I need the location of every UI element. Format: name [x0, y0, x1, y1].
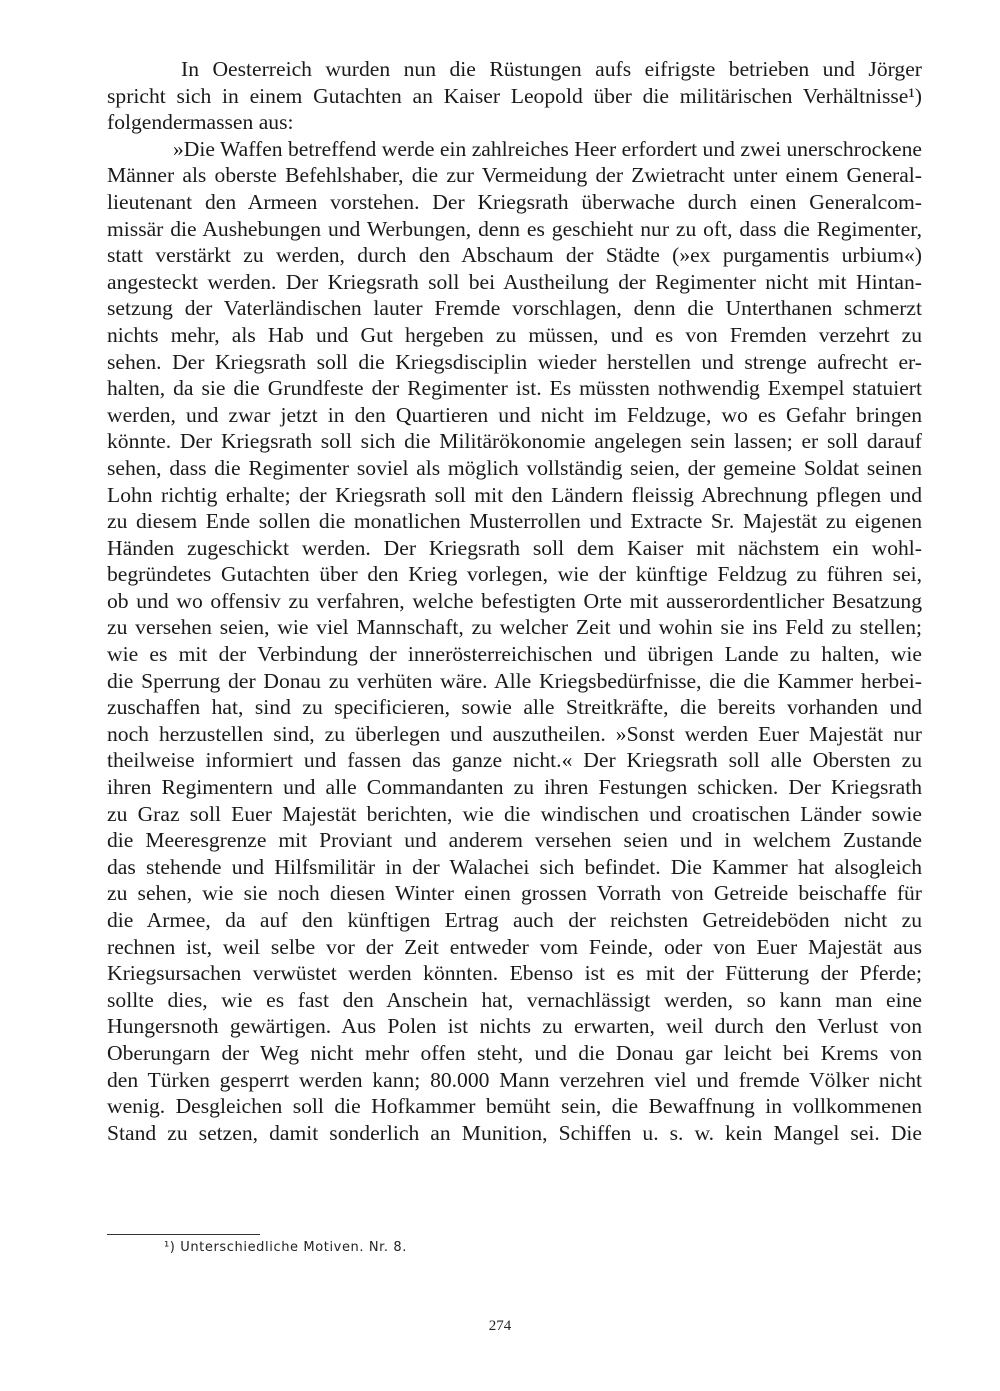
- text-line: zu sehen, wie sie noch diesen Winter einen grossen Vorrath von Getreide beischaffe für: [107, 881, 922, 906]
- text-line: wenig. Desgleichen soll die Hofkammer bemüht sein, die Bewaffnung in vollkommenen: [107, 1094, 922, 1119]
- text-line: Händen zugeschickt werden. Der Kriegsrath soll dem Kaiser mit nächstem ein wohl-: [107, 535, 922, 560]
- text-line: Hungersnoth gewärtigen. Aus Polen ist nichts zu erwarten, weil durch den Verlust von: [107, 1014, 922, 1039]
- text-line: In Oesterreich wurden nun die Rüstungen aufs eifrigste betrieben und Jörger: [181, 57, 922, 81]
- page-number: 274: [488, 1318, 512, 1334]
- text-line: Stand zu setzen, damit sonderlich an Munition, Schiffen u. s. w. kein Mangel sei. Die: [107, 1120, 922, 1145]
- text-line: Lohn richtig erhalte; der Kriegsrath soll mit den Ländern fleissig Abrechnung pflegen und: [107, 482, 922, 507]
- text-line: statt verstärkt zu werden, durch den Abschaum der Städte (»ex purgamentis urbium«): [107, 243, 922, 268]
- text-line: wie es mit der Verbindung der innerösterreichischen und übrigen Lande zu halten, wie: [107, 642, 922, 667]
- text-line: lieutenant den Armeen vorstehen. Der Kriegsrath überwache durch einen Generalcom-: [107, 189, 922, 214]
- text-line: werden, und zwar jetzt in den Quartieren und nicht im Feldzuge, wo es Gefahr bringen: [107, 402, 922, 427]
- text-line: den Türken gesperrt werden kann; 80.000 Mann verzehren viel und fremde Völker nicht: [107, 1067, 922, 1092]
- text-line: könnte. Der Kriegsrath soll sich die Militärökonomie angelegen sein lassen; er soll darauf: [107, 429, 922, 454]
- footnote: ¹) Unterschiedliche Motiven. Nr. 8.: [164, 1240, 407, 1255]
- text-line: zu diesem Ende sollen die monatlichen Musterrollen und Extracte Sr. Majestät zu eigenen: [107, 509, 922, 534]
- text-line: die Sperrung der Donau zu verhüten wäre. Alle Kriegsbedürfnisse, die die Kammer herbei-: [107, 668, 922, 693]
- text-line: theilweise informiert und fassen das ganze nicht.« Der Kriegsrath soll alle Obersten zu: [107, 748, 922, 773]
- text-line: die Armee, da auf den künftigen Ertrag auch der reichsten Getreideböden nicht zu: [107, 908, 922, 932]
- text-line: setzung der Vaterländischen lauter Fremde vorschlagen, denn die Unterthanen schmerzt: [107, 296, 922, 321]
- text-line: sehen, dass die Regimenter soviel als möglich vollständig seien, der gemeine Soldat seinen: [107, 455, 922, 480]
- text-line: zu Graz soll Euer Majestät berichten, wie die windischen und croatischen Länder sowie: [107, 801, 922, 826]
- text-line: folgendermassen aus:: [107, 110, 294, 135]
- body-text: [107, 56, 922, 1146]
- text-line: Oberungarn der Weg nicht mehr offen steht, und die Donau gar leicht bei Krems von: [107, 1040, 922, 1065]
- text-line: nichts mehr, als Hab und Gut hergeben zu müssen, und es von Fremden verzehrt zu: [107, 322, 922, 347]
- text-line: das stehende und Hilfsmilitär in der Walachei sich befindet. Die Kammer hat alsogleich: [107, 854, 922, 879]
- footnote-divider: [107, 1234, 260, 1235]
- text-line: sollte dies, wie es fast den Anschein hat, vernachlässigt werden, so kann man eine: [107, 987, 922, 1012]
- text-line: sehen. Der Kriegsrath soll die Kriegsdisciplin wieder herstellen und strenge aufrecht er-: [107, 349, 922, 374]
- text-line: Männer als oberste Befehlshaber, die zur Vermeidung der Zwietracht unter einem General-: [107, 163, 922, 188]
- text-line: zu versehen seien, wie viel Mannschaft, zu welcher Zeit und wohin sie ins Feld zu stellen;: [107, 615, 922, 640]
- text-line: ihren Regimentern und alle Commandanten zu ihren Festungen schicken. Der Kriegsrath: [107, 775, 922, 800]
- text-line: begründetes Gutachten über den Krieg vorlegen, wie der künftige Feldzug zu führen sei,: [107, 562, 922, 587]
- text-line: noch herzustellen sind, zu überlegen und auszutheilen. »Sonst werden Euer Majestät nur: [107, 721, 922, 746]
- text-line: rechnen ist, weil selbe vor der Zeit entweder vom Feinde, oder von Euer Majestät aus: [107, 934, 922, 959]
- text-line: zuschaffen hat, sind zu specificieren, sowie alle Streitkräfte, die bereits vorhanden und: [107, 695, 922, 720]
- text-line: missär die Aushebungen und Werbungen, denn es geschieht nur zu oft, dass die Regimenter,: [107, 216, 922, 241]
- text-line: ob und wo offensiv zu verfahren, welche befestigten Orte mit ausserordentlicher Besatzung: [107, 588, 922, 613]
- text-line: halten, da sie die Grundfeste der Regimenter ist. Es müssten nothwendig Exempel statuiert: [107, 376, 922, 401]
- text-line: »Die Waffen betreffend werde ein zahlreiches Heer erfordert und zwei unerschrockene: [173, 136, 922, 161]
- text-line: Kriegsursachen verwüstet werden könnten. Ebenso ist es mit der Fütterung der Pferde;: [107, 961, 922, 986]
- text-line: die Meeresgrenze mit Proviant und anderem versehen seien und in welchem Zustande: [107, 828, 922, 853]
- text-line: spricht sich in einem Gutachten an Kaiser Leopold über die militärischen Verhältnisse¹): [107, 83, 922, 108]
- text-line: angesteckt werden. Der Kriegsrath soll bei Austheilung der Regimenter nicht mit Hintan-: [107, 269, 922, 294]
